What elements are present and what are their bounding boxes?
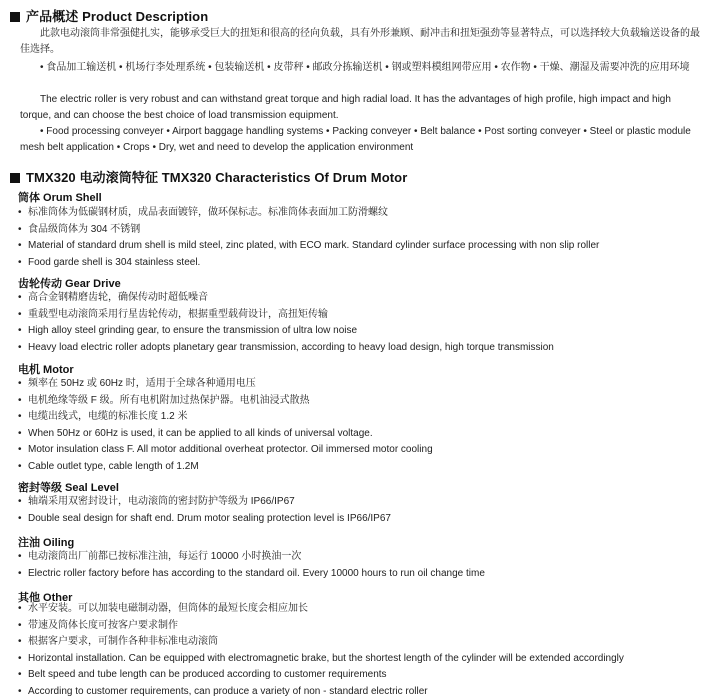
list-item: • 标准筒体为低碳钢材质，成品表面镀锌，做环保标志。标准筒体表面加工防滑螺纹: [18, 205, 708, 222]
bullet-icon: •: [18, 442, 28, 459]
section-list-shell: [18, 205, 708, 271]
list-item: • Material of standard drum shell is mild steel, zinc plated, with ECO mark. Standard cylinder surface processing with non slip roller: [18, 238, 708, 255]
list-item: • 电缆出线式，电缆的标准长度 1.2 米: [18, 409, 708, 426]
heading-square-icon: [10, 173, 20, 183]
section-heading-gear-drive: 齿轮传动 Gear Drive: [18, 275, 121, 291]
list-item: • 食品级筒体为 304 不锈钢: [18, 222, 708, 239]
bullet-icon: •: [18, 409, 28, 426]
list-item: • 频率在 50Hz 或 60Hz 时，适用于全球各种通用电压: [18, 376, 708, 393]
bullet-icon: •: [18, 618, 28, 635]
list-item: • 轴端采用双密封设计，电动滚筒的密封防护等级为 IP66/IP67: [18, 494, 708, 511]
list-item: • Belt speed and tube length can be produced according to customer requirements: [18, 667, 708, 684]
list-item: • Electric roller factory before has according to the standard oil. Every 10000 hours to run oil change time: [18, 566, 708, 583]
list-item: • High alloy steel grinding gear, to ensure the transmission of ultra low noise: [18, 323, 708, 340]
bullet-icon: •: [18, 651, 28, 668]
characteristics-heading: [10, 167, 407, 186]
section-heading-shell: 筒体 Orum Shell: [18, 189, 102, 205]
heading-square-icon: [10, 12, 20, 22]
product-description-title: 产品概述 Product Description: [26, 9, 208, 24]
bullet-icon: •: [18, 426, 28, 443]
bullet-icon: •: [18, 340, 28, 357]
list-item: • 带速及筒体长度可按客户要求制作: [18, 618, 708, 635]
list-item: • Horizontal installation. Can be equipped with electromagnetic brake, but the shortest length of the cylinder will be extended accordingly: [18, 651, 708, 668]
list-item: • 高合金钢精磨齿轮，确保传动时超低噪音: [18, 290, 708, 307]
section-list-gear-drive: [18, 290, 708, 356]
list-item: • Food garde shell is 304 stainless steel.: [18, 255, 708, 272]
list-item: • 电机绝缘等级 F 级。所有电机附加过热保护器。电机油浸式散热: [18, 393, 708, 410]
section-list-other: [18, 601, 708, 700]
bullet-icon: •: [18, 205, 28, 222]
en-description-paragraph: The electric roller is very robust and can withstand great torque and high radial load. It has the advantages of high profile, high impact and high torque, and can choose the best choice of load transmission equipment.: [20, 92, 700, 124]
bullet-icon: •: [18, 376, 28, 393]
bullet-icon: •: [18, 494, 28, 511]
section-heading-seal-level: 密封等级 Seal Level: [18, 479, 119, 495]
section-list-seal-level: [18, 494, 708, 527]
cn-description-paragraph: 此款电动滚筒非常强健扎实，能够承受巨大的扭矩和很高的径向负载，具有外形兼顾、耐冲击和扭矩强劲等显著特点，可以选择较大负载输送设备的最佳选择。: [20, 26, 700, 58]
en-applications-paragraph: • Food processing conveyer • Airport baggage handling systems • Packing conveyer • Belt balance • Post sorting conveyer • Steel or plastic module mesh belt application • Crops • Dry, wet and need to develop the application environment: [20, 124, 700, 156]
list-item: • Cable outlet type, cable length of 1.2M: [18, 459, 708, 476]
bullet-icon: •: [18, 511, 28, 528]
bullet-icon: •: [18, 238, 28, 255]
bullet-icon: •: [18, 459, 28, 476]
bullet-icon: •: [18, 255, 28, 272]
list-item: • Motor insulation class F. All motor additional overheat protector. Oil immersed motor cooling: [18, 442, 708, 459]
bullet-icon: •: [18, 566, 28, 583]
product-description-heading: [10, 6, 208, 25]
bullet-icon: •: [18, 393, 28, 410]
bullet-icon: •: [18, 307, 28, 324]
bullet-icon: •: [18, 323, 28, 340]
list-item: • 重载型电动滚筒采用行星齿轮传动，根据重型载荷设计，高扭矩传输: [18, 307, 708, 324]
section-heading-oiling: 注油 Oiling: [18, 534, 74, 550]
section-heading-motor: 电机 Motor: [18, 361, 74, 377]
bullet-icon: •: [18, 667, 28, 684]
cn-applications-paragraph: • 食品加工输送机 • 机场行李处理系统 • 包装输送机 • 皮带秤 • 邮政分拣输送机 • 钢或塑料模组网带应用 • 农作物 • 干燥、潮湿及需要冲洗的应用环境: [20, 60, 700, 76]
bullet-icon: •: [18, 634, 28, 651]
bullet-icon: •: [18, 222, 28, 239]
bullet-icon: •: [18, 549, 28, 566]
characteristics-title: TMX320 电动滚筒特征 TMX320 Characteristics Of Drum Motor: [26, 170, 407, 185]
bullet-icon: •: [18, 684, 28, 700]
section-list-motor: [18, 376, 708, 475]
section-heading-other: 其他 Other: [18, 589, 72, 605]
list-item: • When 50Hz or 60Hz is used, it can be applied to all kinds of universal voltage.: [18, 426, 708, 443]
list-item: • 电动滚筒出厂前都已按标准注油，每运行 10000 小时换油一次: [18, 549, 708, 566]
list-item: • Heavy load electric roller adopts planetary gear transmission, according to heavy load design, high torque transmission: [18, 340, 708, 357]
bullet-icon: •: [18, 601, 28, 618]
list-item: • 根据客户要求，可制作各种非标准电动滚筒: [18, 634, 708, 651]
list-item: • Double seal design for shaft end. Drum motor sealing protection level is IP66/IP67: [18, 511, 708, 528]
bullet-icon: •: [18, 290, 28, 307]
list-item: • 水平安装。可以加装电磁制动器，但筒体的最短长度会相应加长: [18, 601, 708, 618]
section-list-oiling: [18, 549, 708, 582]
list-item: • According to customer requirements, can produce a variety of non - standard electric roller: [18, 684, 708, 700]
